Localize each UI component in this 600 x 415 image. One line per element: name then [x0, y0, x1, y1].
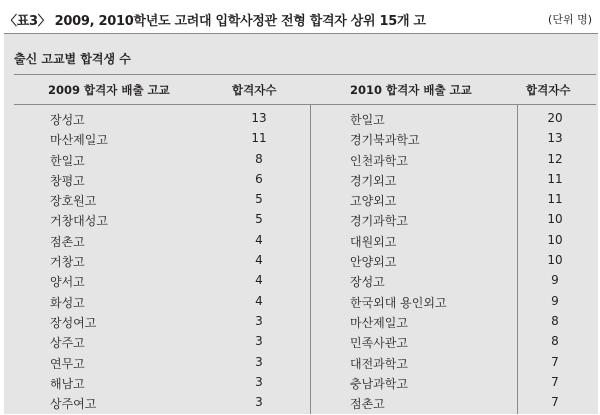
table-row — [14, 373, 596, 393]
school-2009-cell: 양서고 — [50, 275, 85, 290]
table-row — [14, 312, 596, 332]
count-2010-cell: 9 — [551, 293, 559, 308]
school-2010-cell: 경기외고 — [350, 173, 397, 188]
count-2009-cell: 6 — [255, 171, 263, 186]
school-2010-cell: 장성고 — [350, 275, 385, 290]
school-2009-cell: 장성여고 — [50, 315, 97, 330]
count-2010-cell: 13 — [547, 131, 563, 146]
count-2010-cell: 7 — [551, 354, 559, 369]
table-panel — [4, 33, 598, 414]
table-row — [14, 292, 596, 312]
school-2010-cell: 마산제일고 — [350, 315, 408, 330]
school-2010-cell: 고양외고 — [350, 194, 397, 209]
school-2009-cell: 연무고 — [50, 356, 85, 371]
table-row — [14, 109, 596, 129]
table-row — [14, 129, 596, 149]
table-row — [14, 251, 596, 271]
school-2009-cell: 점촌고 — [50, 234, 85, 249]
table-row — [14, 190, 596, 210]
school-2009-cell: 거창고 — [50, 255, 85, 270]
count-2009-cell: 13 — [251, 111, 267, 125]
count-2009-cell: 3 — [255, 334, 263, 349]
school-2009-cell: 장호원고 — [50, 194, 97, 209]
count-2010-cell: 7 — [551, 395, 559, 410]
school-2010-cell: 대전과학고 — [350, 356, 408, 371]
school-2010-cell: 인천과학고 — [350, 153, 408, 168]
school-2010-cell: 대원외고 — [350, 234, 397, 249]
count-2009-cell: 3 — [255, 395, 263, 410]
school-2009-cell: 창평고 — [50, 173, 85, 188]
header-school-2010: 2010 합격자 배출 고교 — [350, 83, 472, 97]
school-2009-cell: 거창대성고 — [50, 214, 108, 229]
count-2010-cell: 12 — [547, 151, 563, 166]
count-2010-cell: 11 — [547, 192, 563, 207]
count-2010-cell: 11 — [547, 171, 563, 186]
school-2009-cell: 상주여고 — [50, 397, 97, 412]
count-2010-cell: 10 — [547, 253, 563, 268]
school-2009-cell: 마산제일고 — [50, 133, 108, 148]
table-row — [14, 210, 596, 230]
school-2010-cell: 점촌고 — [350, 397, 385, 412]
count-2010-cell: 8 — [551, 313, 559, 328]
count-2010-cell: 10 — [547, 212, 563, 227]
school-2009-cell: 장성고 — [50, 113, 85, 127]
table-body — [14, 109, 596, 413]
header-count-2009: 합격자수 — [232, 83, 277, 97]
count-2009-cell: 4 — [255, 253, 263, 268]
school-2009-cell: 해남고 — [50, 376, 85, 391]
count-2010-cell: 10 — [547, 232, 563, 247]
header-school-2009: 2009 합격자 배출 고교 — [48, 83, 170, 97]
school-2010-cell: 한일고 — [350, 113, 385, 127]
school-2010-cell: 충남과학고 — [350, 376, 408, 391]
school-2009-cell: 상주고 — [50, 336, 85, 351]
table-subtitle: 출신 고교별 합격생 수 — [14, 52, 131, 66]
unit-label: (단위 명) — [548, 13, 592, 26]
count-2010-cell: 8 — [551, 334, 559, 349]
table-row — [14, 231, 596, 251]
table-row — [14, 393, 596, 413]
school-2009-cell: 한일고 — [50, 153, 85, 168]
header-bottom-rule — [14, 104, 596, 105]
table-row — [14, 353, 596, 373]
count-2009-cell: 4 — [255, 293, 263, 308]
school-2010-cell: 경기과학고 — [350, 214, 408, 229]
table-title: 〈표3〉 2009, 2010학년도 고려대 입학사정관 전형 합격자 상위 15개 고 — [4, 14, 426, 29]
school-2010-cell: 민족사관고 — [350, 336, 408, 351]
count-2009-cell: 5 — [255, 212, 263, 227]
table-row — [14, 170, 596, 190]
school-2010-cell: 경기북과학고 — [350, 133, 420, 148]
count-2010-cell: 7 — [551, 374, 559, 389]
school-2010-cell: 안양외고 — [350, 255, 397, 270]
table-row — [14, 271, 596, 291]
count-2009-cell: 4 — [255, 232, 263, 247]
header-count-2010: 합격자수 — [526, 83, 571, 97]
count-2009-cell: 3 — [255, 354, 263, 369]
table-row — [14, 332, 596, 352]
count-2009-cell: 5 — [255, 192, 263, 207]
table-row — [14, 150, 596, 170]
count-2010-cell: 20 — [547, 111, 563, 125]
count-2009-cell: 4 — [255, 273, 263, 288]
count-2009-cell: 3 — [255, 374, 263, 389]
school-2010-cell: 한국외대 용인외고 — [350, 295, 447, 310]
count-2009-cell: 11 — [251, 131, 267, 146]
count-2009-cell: 3 — [255, 313, 263, 328]
count-2010-cell: 9 — [551, 273, 559, 288]
header-top-rule — [14, 74, 596, 75]
school-2009-cell: 화성고 — [50, 295, 85, 310]
count-2009-cell: 8 — [255, 151, 263, 166]
